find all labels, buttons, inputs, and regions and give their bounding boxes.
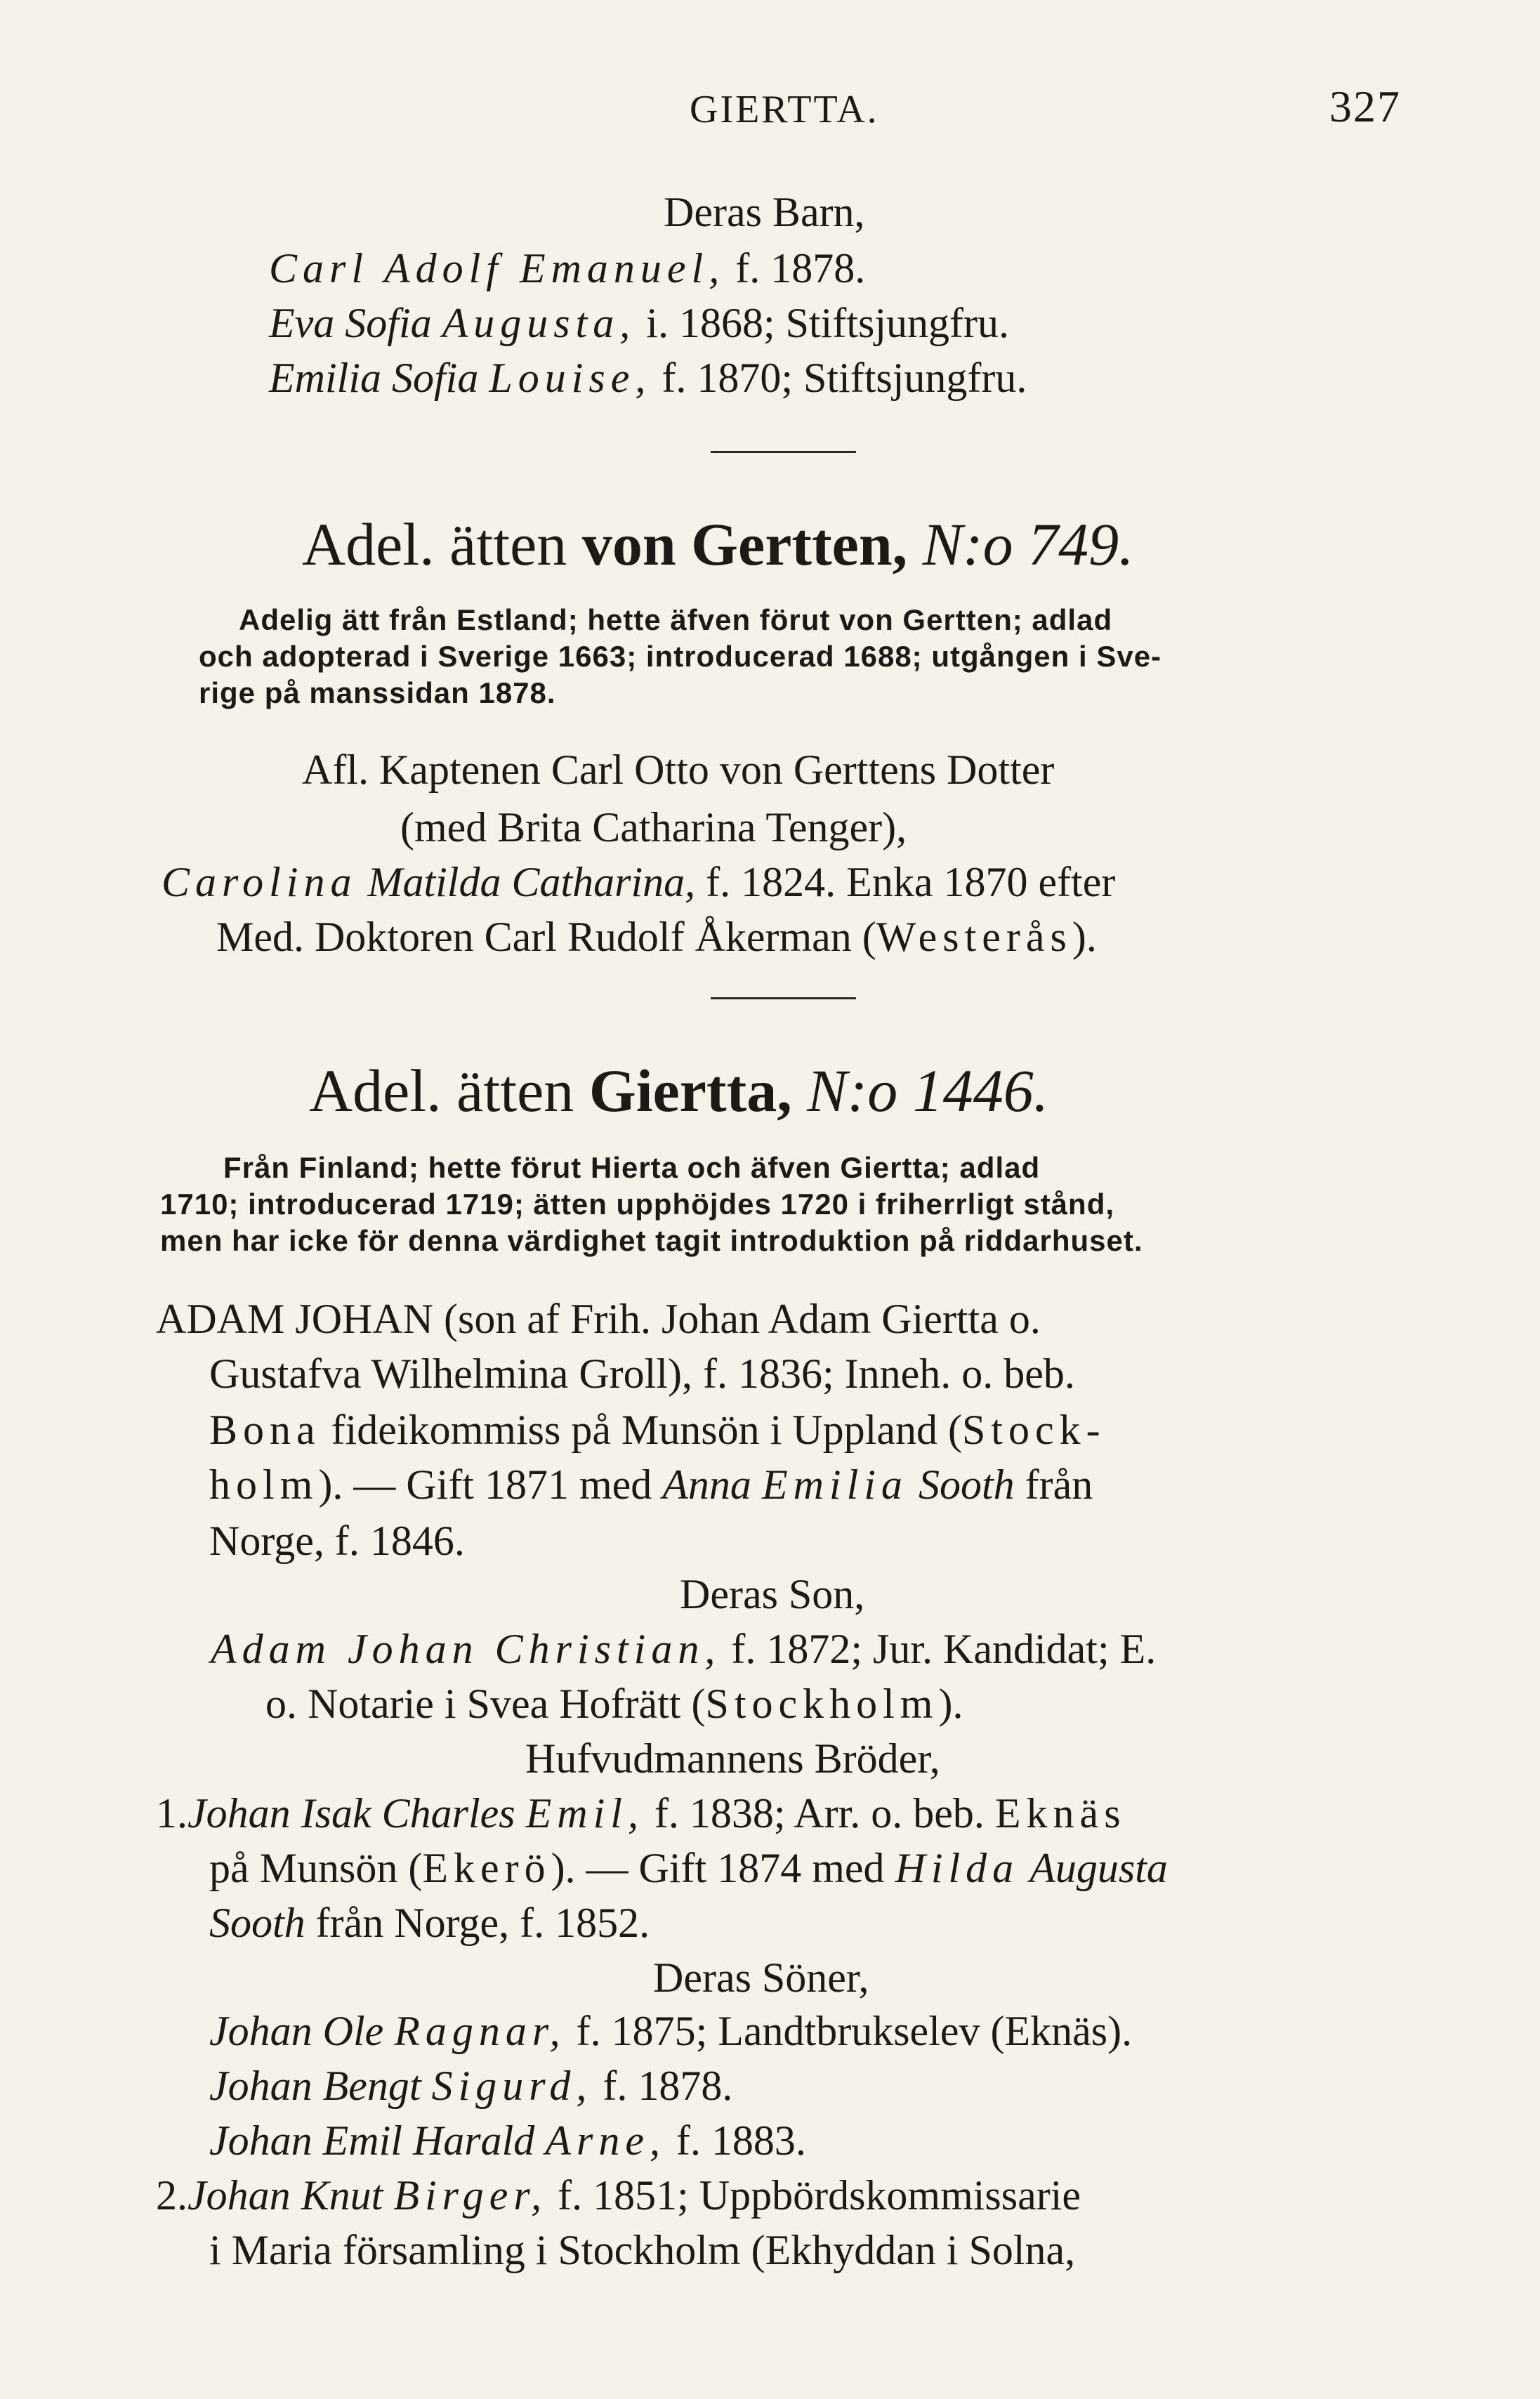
gertten-body-1: Afl. Kaptenen Carl Otto von Gerttens Dotter — [302, 747, 1055, 793]
place-spaced: Ekerö — [422, 1845, 551, 1891]
child-details: i. 1868; Stiftsjungfru. — [646, 300, 1009, 346]
brother-number: 1. — [156, 1790, 187, 1836]
son-details: o. Notarie i Svea Hofrätt ( — [265, 1681, 706, 1727]
head-entry-text: fideikommiss på Munsön i Uppland ( — [331, 1407, 962, 1453]
place-spaced: holm — [209, 1461, 319, 1508]
gertten-description-3: rige på manssidan 1878. — [199, 676, 556, 709]
nephew-name: Johan Emil Harald — [209, 2117, 535, 2164]
head-entry-text: från — [1025, 1461, 1093, 1508]
gertten-body-2: (med Brita Catharina Tenger), — [400, 804, 907, 850]
heading-von-gertten — [302, 511, 1134, 578]
brother-name-spaced: Birger, — [393, 2172, 548, 2219]
nephew-name-spaced: Ragnar, — [394, 2008, 566, 2054]
brother-name: Johan Isak Charles — [187, 1790, 515, 1836]
heading-number: N:o 749. — [922, 511, 1134, 578]
brother-details: från Norge, f. 1852. — [315, 1900, 650, 1946]
heading-number: N:o 1446. — [807, 1057, 1049, 1124]
heading-family-name: von Gertten, — [581, 511, 908, 578]
wife-surname: Sooth — [209, 1900, 305, 1946]
brother-name-spaced: Emil, — [525, 1790, 644, 1836]
head-entry-line-4 — [209, 1461, 1093, 1508]
giertta-description-3: men har icke för denna värdighet tagit introduktion på riddarhuset. — [160, 1224, 1143, 1257]
gertten-body-4 — [216, 916, 1097, 958]
wife-name: Augusta — [1029, 1845, 1168, 1891]
heading-prefix: Adel. ätten — [309, 1057, 574, 1124]
son-label: Deras Son, — [680, 1571, 865, 1617]
brother-details: på Munsön ( — [209, 1845, 423, 1891]
gertten-body-3 — [162, 861, 1115, 903]
head-entry-line-2: Gustafva Wilhelmina Groll), f. 1836; Inneh. o. beb. — [209, 1350, 1075, 1397]
place-spaced: Stock- — [961, 1407, 1106, 1453]
giertta-description-1: Från Finland; hette förut Hierta och äfven Giertta; adlad — [223, 1151, 1041, 1184]
child-name: Eva Sofia — [269, 300, 432, 346]
head-entry-text: ). — Gift 1871 med — [318, 1461, 652, 1508]
brother-details: f. 1838; Arr. o. beb. — [654, 1790, 985, 1836]
nephew-entry-sigurd — [209, 2065, 732, 2107]
head-entry-line-1 — [156, 1298, 1041, 1340]
nephew-name: Johan Bengt — [209, 2063, 421, 2109]
nephew-name-spaced: Arne, — [545, 2117, 666, 2164]
divider-rule — [711, 997, 856, 999]
child-name-spaced: Louise, — [489, 355, 652, 401]
brother-details: f. 1851; Uppbördskommissarie — [558, 2172, 1081, 2219]
giertta-description-2: 1710; introducerad 1719; ätten upphöjdes 1720 i friherrligt stånd, — [160, 1188, 1115, 1221]
nephew-name: Johan Ole — [209, 2008, 384, 2054]
closing-text: ). — [938, 1681, 963, 1727]
heading-prefix: Adel. ätten — [302, 511, 567, 578]
child-details: f. 1878. — [735, 245, 866, 291]
husband-text: Med. Doktoren Carl Rudolf Åkerman ( — [216, 914, 876, 960]
brother-1-line-3 — [209, 1902, 650, 1944]
son-entry-line-1 — [211, 1628, 1156, 1670]
wife-name: Anna — [662, 1461, 751, 1508]
nephew-name-spaced: Sigurd, — [431, 2063, 593, 2109]
nephew-details: f. 1883. — [676, 2117, 806, 2164]
brother-2-line-2: i Maria församling i Stockholm (Ekhyddan i Solna, — [209, 2227, 1076, 2273]
daughter-name: Matilda Catharina, — [367, 859, 696, 905]
brother-name: Johan Knut — [187, 2172, 383, 2219]
running-header-title: GIERTTA. — [690, 88, 879, 131]
estate-spaced: Eknäs — [994, 1790, 1126, 1836]
place-spaced: Westerås — [876, 914, 1072, 960]
daughter-name-spaced: Carolina — [162, 859, 357, 905]
head-entry-line-5: Norge, f. 1846. — [209, 1518, 465, 1564]
child-name-spaced: Augusta, — [442, 300, 636, 346]
place-spaced: Stockholm — [705, 1681, 939, 1727]
son-name: Adam Johan Christian, — [211, 1626, 721, 1672]
daughter-details: f. 1824. Enka 1870 efter — [706, 859, 1116, 905]
heading-giertta — [309, 1057, 1049, 1124]
closing-text: ). — [1072, 914, 1097, 960]
child-entry-eva — [269, 302, 1009, 344]
heading-family-name: Giertta, — [588, 1057, 792, 1124]
nephew-entry-arne — [209, 2119, 806, 2162]
nephew-details: f. 1878. — [603, 2063, 733, 2109]
child-name: Emilia Sofia — [269, 355, 479, 401]
page-number: 327 — [1329, 81, 1401, 131]
brother-number: 2. — [156, 2172, 187, 2219]
estate-spaced: Bona — [209, 1407, 321, 1453]
brother-1-line-2 — [209, 1847, 1168, 1889]
gertten-description-1: Adelig ätt från Estland; hette äfven förut von Gertten; adlad — [239, 603, 1113, 636]
children-label: Deras Barn, — [664, 189, 865, 235]
wife-name-spaced: Emilia — [761, 1461, 908, 1508]
nephew-details: f. 1875; Landtbrukselev (Eknäs). — [576, 2008, 1133, 2054]
brother-2-line-1 — [156, 2172, 1081, 2219]
son-details: f. 1872; Jur. Kandidat; E. — [731, 1626, 1157, 1672]
brother-details: ). — Gift 1874 med — [551, 1845, 885, 1891]
sons-label: Deras Söner, — [653, 1954, 869, 2001]
head-entry-text: ADAM JOHAN (son af Frih. Johan Adam Giertta o. — [156, 1296, 1041, 1342]
nephew-entry-ragnar — [209, 2010, 1132, 2052]
child-entry-carl — [269, 247, 865, 289]
wife-name-spaced: Hilda — [895, 1845, 1020, 1891]
child-name: Carl Adolf Emanuel, — [269, 245, 725, 291]
child-details: f. 1870; Stiftsjungfru. — [662, 355, 1027, 401]
son-entry-line-2 — [265, 1683, 963, 1725]
divider-rule — [711, 451, 856, 453]
child-entry-emilia — [269, 357, 1027, 399]
brother-1-line-1 — [156, 1792, 1126, 1834]
wife-surname: Sooth — [918, 1461, 1015, 1508]
gertten-description-2: och adopterad i Sverige 1663; introducerad 1688; utgången i Sve- — [199, 640, 1162, 673]
head-entry-line-3 — [209, 1409, 1106, 1451]
brothers-label: Hufvudmannens Bröder, — [525, 1735, 940, 1782]
